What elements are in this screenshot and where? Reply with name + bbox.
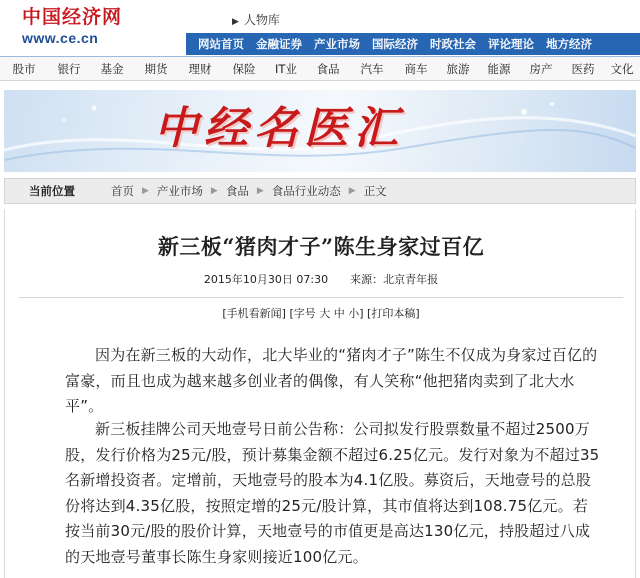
article-source: 来源：北京青年报 [350, 273, 439, 286]
main-nav-item[interactable]: 金融证券 [256, 37, 302, 51]
main-nav-item[interactable]: 网站首页 [198, 37, 244, 51]
sub-nav-item[interactable]: 医药 [571, 61, 595, 76]
breadcrumb [4, 178, 636, 204]
triangle-right-icon: ▶ [232, 17, 239, 27]
sub-nav-item[interactable]: 汽车 [360, 61, 384, 76]
main-nav-item[interactable]: 地方经济 [546, 37, 592, 51]
main-nav-item[interactable]: 产业市场 [314, 37, 360, 51]
main-nav-item[interactable]: 评论理论 [488, 37, 534, 51]
font-medium-button[interactable]: 中 [333, 307, 345, 320]
main-nav-item[interactable]: 时政社会 [430, 37, 476, 51]
sub-nav-item[interactable]: 文化 [610, 61, 634, 76]
article-title: 新三板“猪肉才子”陈生身家过百亿 [157, 234, 485, 259]
triangle-right-icon: ▶ [142, 186, 149, 196]
article-date: 2015年10月30日 07:30 [203, 273, 329, 286]
print-link[interactable]: [打印本稿] [367, 307, 420, 320]
mobile-news-link[interactable]: [手机看新闻] [222, 307, 286, 320]
breadcrumb-item-current: 正文 [363, 184, 387, 198]
breadcrumb-item[interactable]: 食品行业动态 [271, 184, 341, 198]
article-paragraph: 因为在新三板的大动作，北大毕业的“猪肉才子”陈生不仅成为身家过百亿的富豪，而且也成为越来越多创业者的偶像，有人笑称“他把猪肉卖到了北大水平”。 [65, 346, 598, 415]
breadcrumb-item[interactable]: 食品 [225, 184, 249, 198]
article [4, 209, 636, 578]
sub-nav-item[interactable]: 股市 [12, 61, 36, 76]
article-paragraph: 新三板挂牌公司天地壹号日前公告称：公司拟发行股票数量不超过2500万股，发行价格为25元/股，预计募集金额不超过6.25亿元。发行对象为不超过35名新增投资者。定增前，天地壹号的股本为4.1亿股。募资后，天地壹号的总股份将达到4.35亿股，按照定增的25元/股计算，其市值将达到108.75亿元。若按当前30元/股的股价计算，天地壹号的市值更是高达130亿元，持股超过八成的天地壹号董事长陈生身家则接近100亿元。 [65, 420, 600, 566]
article-tools [5, 305, 637, 321]
divider [19, 297, 623, 298]
sub-nav-item[interactable]: 旅游 [446, 61, 470, 76]
triangle-right-icon: ▶ [210, 186, 218, 196]
sub-nav-item[interactable]: IT业 [275, 61, 297, 76]
logo-chinese: 中国经济网 [22, 6, 123, 28]
triangle-right-icon: ▶ [348, 186, 356, 196]
sub-nav-item[interactable]: 基金 [100, 61, 124, 76]
channel-name: 人物库 [243, 13, 280, 27]
breadcrumb-item[interactable]: 产业市场 [156, 184, 203, 198]
sub-nav-item[interactable]: 期货 [144, 61, 168, 76]
main-nav-item[interactable]: 国际经济 [372, 37, 418, 51]
sub-nav-item[interactable]: 食品 [316, 61, 340, 76]
sub-nav-item[interactable]: 商车 [404, 61, 428, 76]
main-nav [186, 33, 640, 55]
logo-url: www.ce.cn [22, 30, 99, 46]
banner[interactable] [4, 90, 636, 172]
sub-nav-item[interactable]: 能源 [487, 61, 511, 76]
breadcrumb-label: 当前位置 [29, 184, 75, 198]
channel-label[interactable] [232, 11, 280, 28]
sub-nav [0, 56, 640, 81]
sub-nav-item[interactable]: 银行 [57, 61, 81, 76]
site-header [0, 0, 640, 56]
banner-title: 中经名医汇 [154, 103, 404, 154]
triangle-right-icon: ▶ [256, 186, 264, 196]
article-meta [5, 271, 637, 287]
font-size-label: [字号 [289, 307, 316, 320]
sub-nav-item[interactable]: 理财 [188, 61, 212, 76]
font-small-button[interactable]: 小] [348, 307, 364, 320]
breadcrumb-item[interactable]: 首页 [111, 184, 134, 198]
site-logo[interactable] [22, 6, 134, 46]
sub-nav-item[interactable]: 房产 [529, 61, 553, 76]
font-large-button[interactable]: 大 [319, 307, 331, 320]
sub-nav-item[interactable]: 保险 [232, 61, 256, 76]
